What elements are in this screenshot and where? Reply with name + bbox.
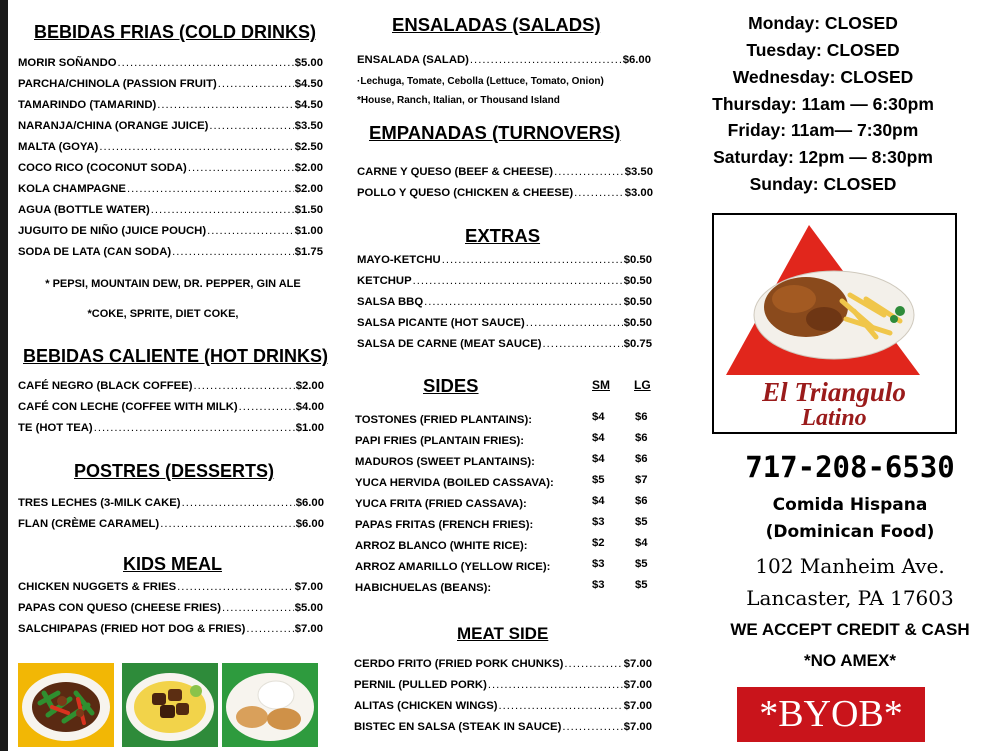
cuisine-sublabel: (Dominican Food) [765,522,935,542]
restaurant-logo [712,213,957,434]
soda-options-note: * PEPSI, MOUNTAIN DEW, DR. PEPPER, GIN ALE [45,278,301,290]
menu-item: COCO RICO (COCONUT SODA) ..... $2.00 [18,162,323,174]
side-item-name: YUCA HERVIDA (BOILED CASSAVA): [355,477,554,489]
side-item-small-price: $3 [592,516,605,528]
side-item-name: TOSTONES (FRIED PLANTAINS): [355,414,532,426]
side-item-large-price: $6 [635,411,648,423]
salad-ingredients-note: ·Lechuga, Tomate, Cebolla (Lettuce, Tomato, Onion) [357,76,604,87]
page-edge [0,0,8,751]
menu-item: SALSA BBQ ..... $0.50 [357,296,652,308]
menu-item: ALITAS (CHICKEN WINGS) ..... $7.00 [354,700,652,712]
sides-title: SIDES [423,375,479,396]
side-item-name: PAPI FRIES (PLANTAIN FRIES): [355,435,525,447]
menu-item: SALSA PICANTE (HOT SAUCE) ..... $0.50 [357,317,652,329]
meat-side-title: MEAT SIDE [457,624,549,643]
soda-options-note: *COKE, SPRITE, DIET COKE, [87,308,239,320]
menu-item: AGUA (BOTTLE WATER) ..... $1.50 [18,204,323,216]
byob-banner: *BYOB* [737,687,925,742]
business-hours [673,0,973,200]
side-item-name: MADUROS (SWEET PLANTAINS): [355,456,535,468]
side-item-large-price: $4 [635,537,648,549]
side-item-large-price: $6 [635,453,648,465]
menu-item: SODA DE LATA (CAN SODA) ..... $1.75 [18,246,323,258]
hot-drinks-title: BEBIDAS CALIENTE (HOT DRINKS) [23,346,328,366]
cuisine-label: Comida Hispana [772,495,928,515]
side-item-name: ARROZ BLANCO (WHITE RICE): [355,540,528,552]
side-item-small-price: $4 [592,432,605,444]
menu-item: SALCHIPAPAS (FRIED HOT DOG & FRIES) ..... $7.00 [18,623,323,635]
logo-text-line1: El Triangulo [762,377,906,407]
side-item-name: HABICHUELAS (BEANS): [355,582,492,594]
side-item-small-price: $4 [592,411,605,423]
hours-thursday: Thursday: 11am — 6:30pm [712,94,934,114]
menu-item: PAPAS CON QUESO (CHEESE FRIES) ..... $5.00 [18,602,323,614]
phone-number: 717-208-6530 [745,450,955,484]
address-city: Lancaster, PA 17603 [746,586,954,610]
menu-item: TE (HOT TEA) ..... $1.00 [18,422,324,434]
side-item-small-price: $3 [592,579,605,591]
roast-chicken-triangle-logo-icon [714,215,955,432]
menu-item: BISTEC EN SALSA (STEAK IN SAUCE) ..... $7.00 [354,721,652,733]
side-item-small-price: $4 [592,495,605,507]
hours-monday: Monday: CLOSED [748,13,898,33]
menu-item: KETCHUP ..... $0.50 [357,275,652,287]
menu-item: PARCHA/CHINOLA (PASSION FRUIT) ..... $4.50 [18,78,323,90]
menu-item: JUGUITO DE NIÑO (JUICE POUCH) ..... $1.00 [18,225,323,237]
menu-item: MAYO-KETCHU ..... $0.50 [357,254,652,266]
small-size-header: SM [592,378,610,392]
menu-item: CHICKEN NUGGETS & FRIES ..... $7.00 [18,581,323,593]
side-item-small-price: $4 [592,453,605,465]
menu-item: ENSALADA (SALAD) ..... $6.00 [357,54,651,66]
address-street: 102 Manheim Ave. [755,554,945,578]
kids-meal-title: KIDS MEAL [123,554,222,574]
side-item-large-price: $6 [635,432,648,444]
fried-pork-photo-icon [122,663,218,747]
hours-wednesday: Wednesday: CLOSED [732,67,914,87]
salad-dressing-note: *House, Ranch, Italian, or Thousand Island [357,95,560,106]
menu-item: MORIR SOÑANDO ..... $5.00 [18,57,323,69]
desserts-title: POSTRES (DESSERTS) [74,461,275,481]
extras-title: EXTRAS [465,225,541,246]
menu-item: NARANJA/CHINA (ORANGE JUICE) ..... $3.50 [18,120,323,132]
side-item-name: YUCA FRITA (FRIED CASSAVA): [355,498,527,510]
side-item-large-price: $5 [635,558,648,570]
menu-item: FLAN (CRÈME CARAMEL) ..... $6.00 [18,518,324,530]
side-item-large-price: $7 [635,474,648,486]
large-size-header: LG [634,378,651,392]
hours-friday: Friday: 11am— 7:30pm [727,120,919,140]
menu-item: TAMARINDO (TAMARIND) ..... $4.50 [18,99,323,111]
logo-text-line2: Latino [801,405,867,431]
no-amex-note: *NO AMEX* [804,651,896,670]
menu-item: CAFÉ NEGRO (BLACK COFFEE) ..... $2.00 [18,380,324,392]
salads-title: ENSALADAS (SALADS) [392,14,601,35]
side-item-large-price: $5 [635,516,648,528]
menu-item: CARNE Y QUESO (BEEF & CHEESE) ..... $3.50 [357,166,653,178]
menu-item: PERNIL (PULLED PORK) ..... $7.00 [354,679,652,691]
side-item-small-price: $2 [592,537,605,549]
cold-drinks-title: BEBIDAS FRIAS (COLD DRINKS) [34,22,316,42]
menu-item: TRES LECHES (3-MILK CAKE) ..... $6.00 [18,497,324,509]
menu-item: POLLO Y QUESO (CHICKEN & CHEESE) ..... $3.00 [357,187,653,199]
side-item-name: ARROZ AMARILLO (YELLOW RICE): [355,561,551,573]
beef-stirfry-photo-icon [18,663,114,747]
hours-sunday: Sunday: CLOSED [749,174,897,194]
side-item-name: PAPAS FRITAS (FRENCH FRIES): [355,519,534,531]
menu-item: CAFÉ CON LECHE (COFFEE WITH MILK) ..... $4.00 [18,401,324,413]
menu-item: CERDO FRITO (FRIED PORK CHUNKS) ..... $7.00 [354,658,652,670]
rice-chicken-photo-icon [222,663,318,747]
side-item-large-price: $5 [635,579,648,591]
menu-item: MALTA (GOYA) ..... $2.50 [18,141,323,153]
payment-info: WE ACCEPT CREDIT & CASH [730,620,970,639]
side-item-small-price: $3 [592,558,605,570]
side-item-large-price: $6 [635,495,648,507]
hours-saturday: Saturday: 12pm — 8:30pm [713,147,933,167]
hours-tuesday: Tuesday: CLOSED [746,40,900,60]
menu-item: KOLA CHAMPAGNE ..... $2.00 [18,183,323,195]
menu-item: SALSA DE CARNE (MEAT SAUCE) ..... $0.75 [357,338,652,350]
side-item-small-price: $5 [592,474,605,486]
empanadas-title: EMPANADAS (TURNOVERS) [369,122,621,143]
